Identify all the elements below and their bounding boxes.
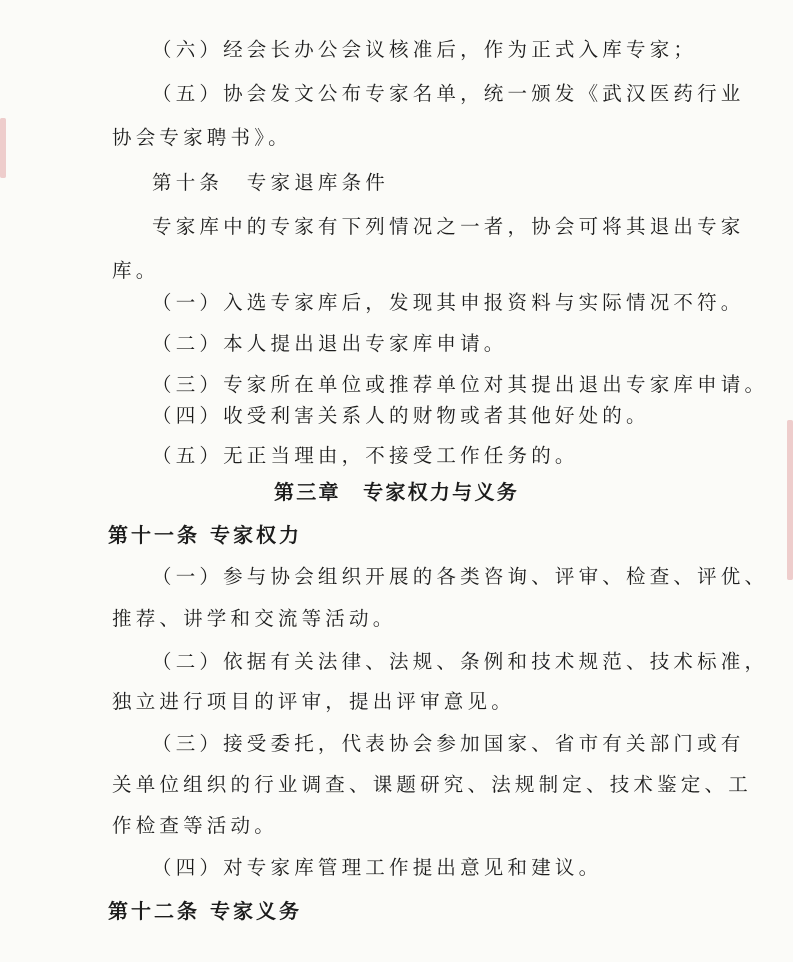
clause-item-5-continued: 协会专家聘书》。 [112, 126, 292, 149]
article-11-title: 第十一条 专家权力 [108, 523, 302, 547]
exit-item-2: （二）本人提出退出专家库申请。 [152, 332, 508, 355]
clause-item-6-approval: （六）经会长办公会议核准后，作为正式入库专家； [152, 38, 698, 61]
left-edge-stamp-mark [0, 118, 6, 178]
exit-item-1: （一）入选专家库后，发现其申报资料与实际情况不符。 [152, 291, 745, 314]
clause-item-5-announce: （五）协会发文公布专家名单，统一颁发《武汉医药行业 [152, 82, 745, 105]
exit-item-3: （三）专家所在单位或推荐单位对其提出退出专家库申请。 [152, 373, 769, 396]
rights-item-2: （二）依据有关法律、法规、条例和技术规范、技术标准， [152, 650, 769, 673]
article-10-intro: 专家库中的专家有下列情况之一者，协会可将其退出专家 [152, 215, 745, 238]
rights-item-3: （三）接受委托，代表协会参加国家、省市有关部门或有 [152, 732, 745, 755]
article-10-intro-continued: 库。 [112, 259, 160, 282]
article-10-title: 第十条 专家退库条件 [152, 171, 390, 194]
chapter-3-title: 第三章 专家权力与义务 [274, 480, 519, 504]
rights-item-2-continued: 独立进行项目的评审，提出评审意见。 [112, 690, 515, 713]
rights-item-1: （一）参与协会组织开展的各类咨询、评审、检查、评优、 [152, 565, 769, 588]
rights-item-4: （四）对专家库管理工作提出意见和建议。 [152, 856, 603, 879]
rights-item-1-continued: 推荐、讲学和交流等活动。 [112, 607, 397, 630]
exit-item-5: （五）无正当理由，不接受工作任务的。 [152, 444, 579, 467]
exit-item-4: （四）收受利害关系人的财物或者其他好处的。 [152, 404, 650, 427]
rights-item-3-continued-2: 作检查等活动。 [112, 814, 278, 837]
article-12-title: 第十二条 专家义务 [108, 899, 302, 923]
rights-item-3-continued-1: 关单位组织的行业调查、课题研究、法规制定、技术鉴定、工 [112, 773, 752, 796]
